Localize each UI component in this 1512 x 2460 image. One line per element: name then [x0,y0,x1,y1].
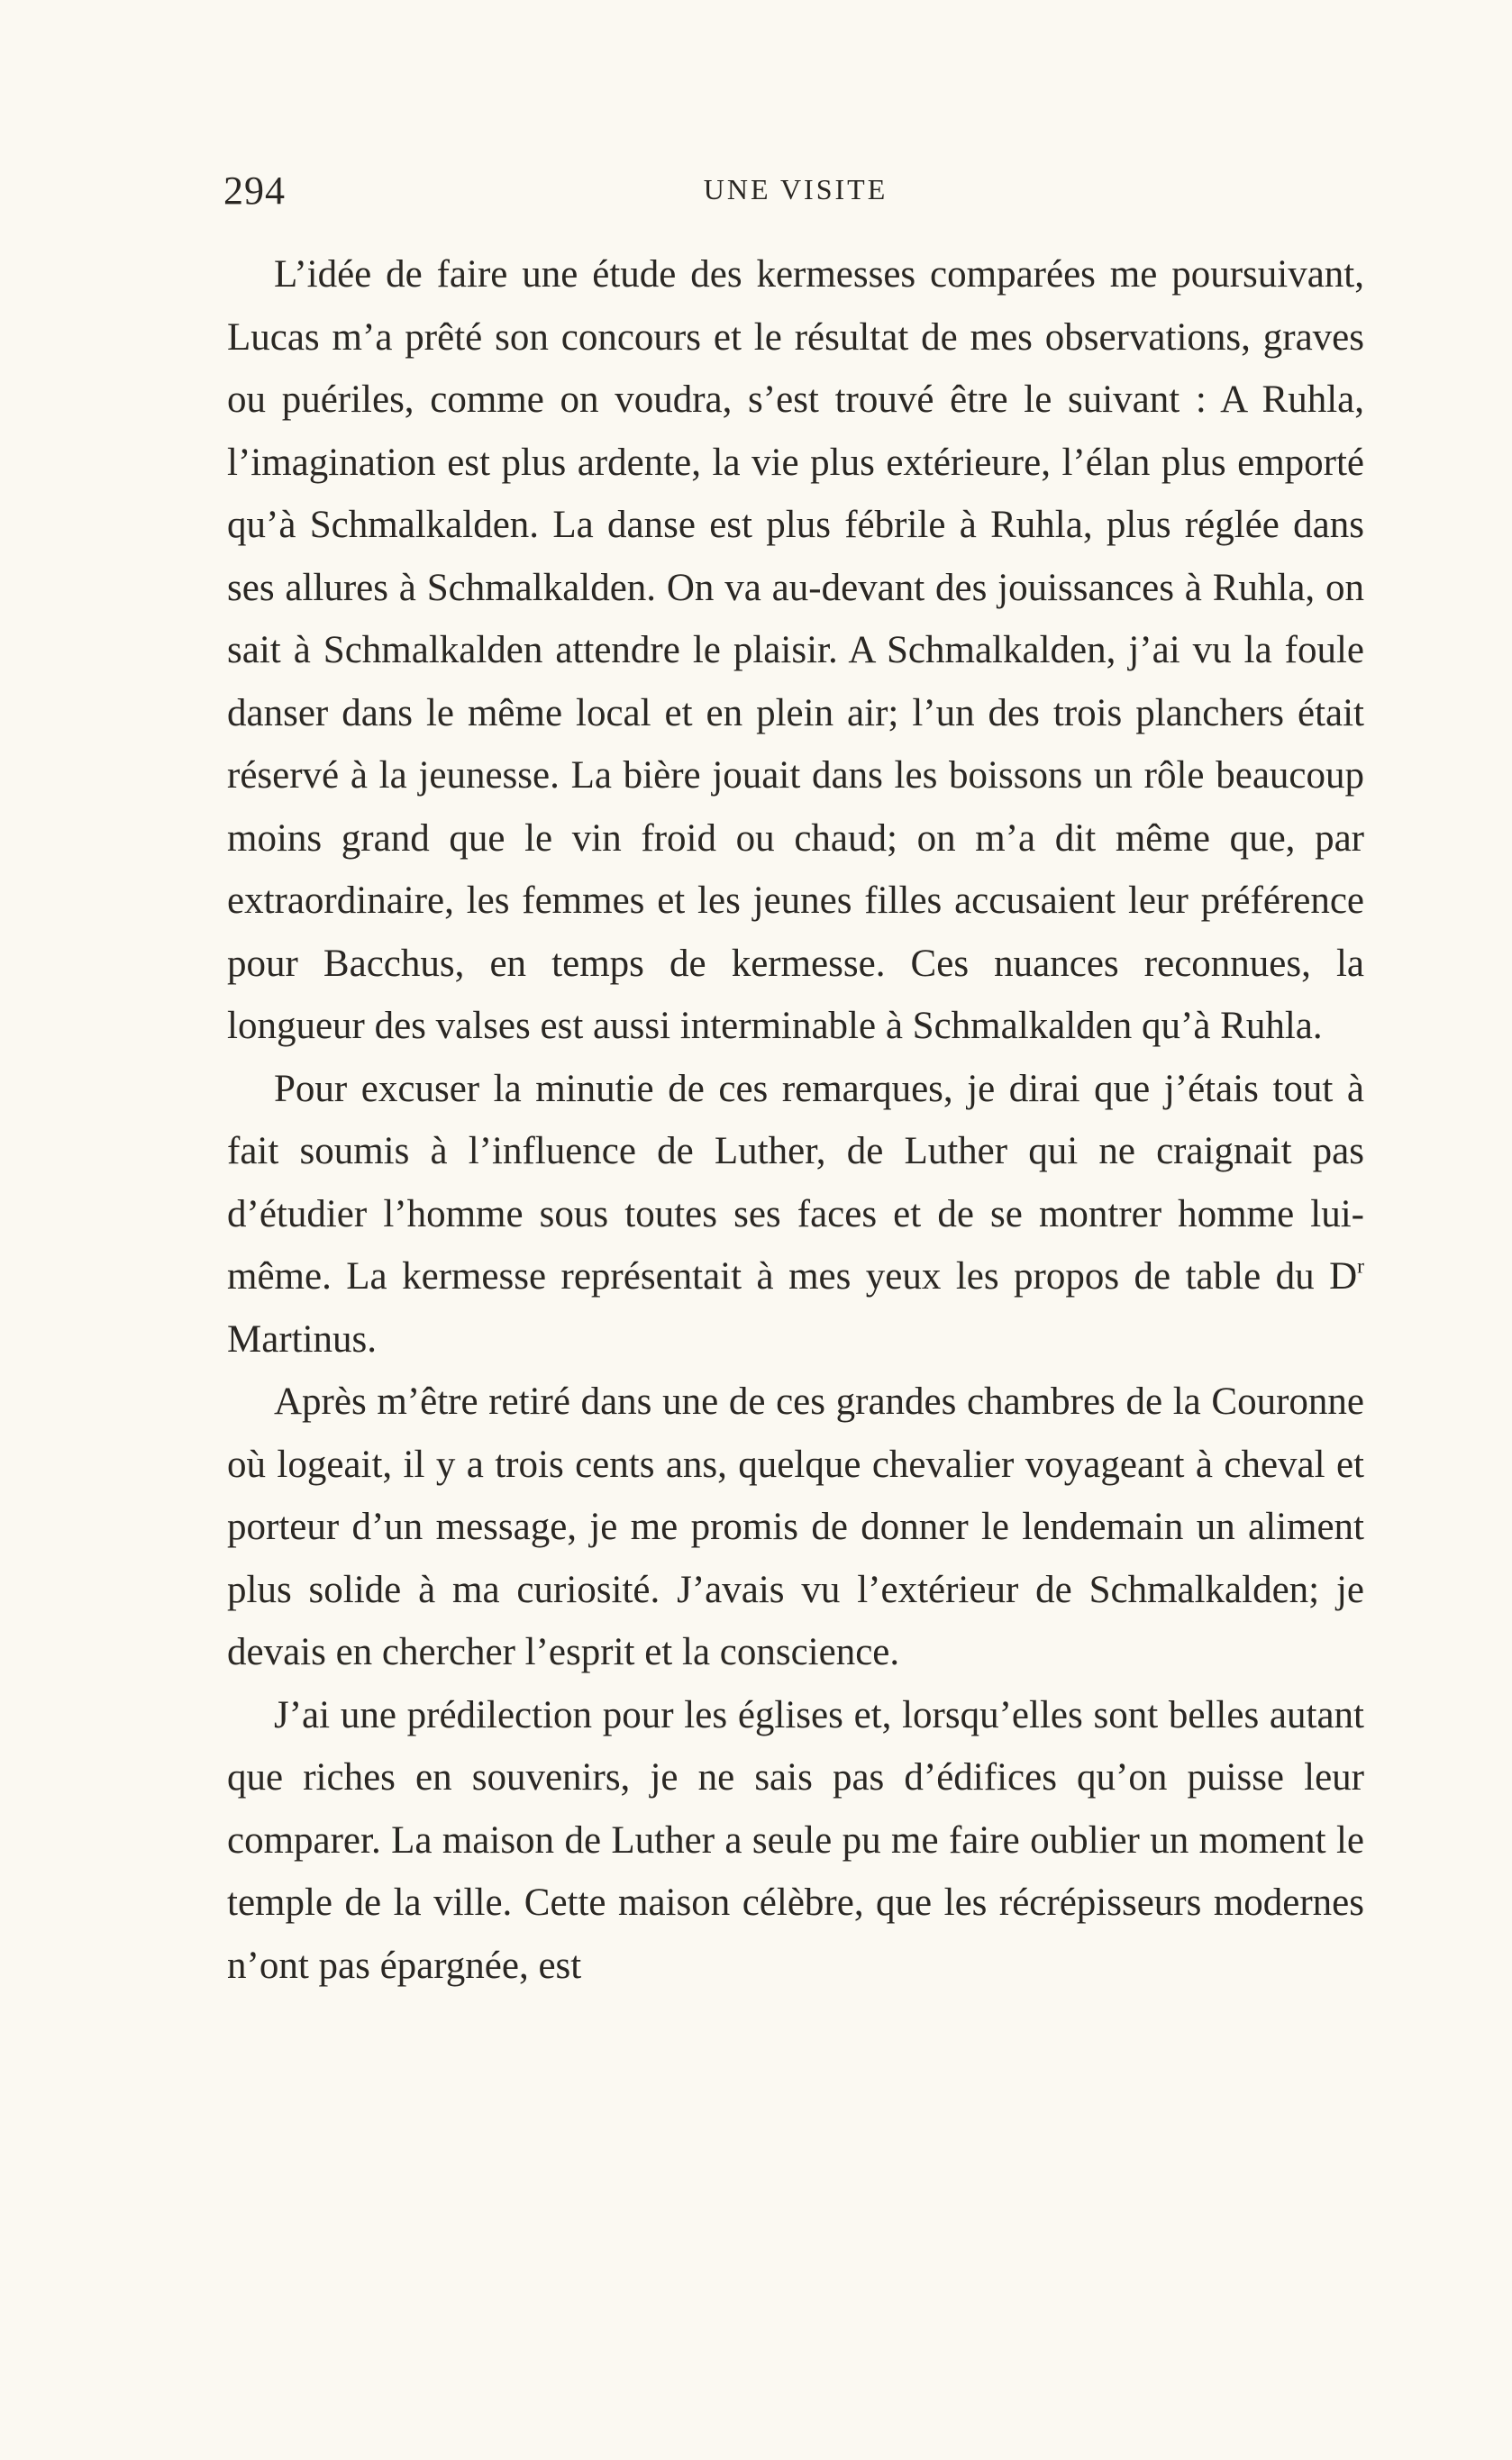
doctor-superscript: r [1357,1254,1364,1279]
page-number: 294 [223,169,286,213]
paragraph-kermesses: L’idée de faire une étude des kermesses comparées me poursuivant, Lucas m’a prêté son concours et le résultat de mes observations, graves ou puériles, comme on voudra, s’est trouvé être le suivant : A Ruhla, l’imagination est plus ardente, la vie plus extérieure, l’élan plus emporté qu’à Schmalkalden. La danse est plus fébrile à Ruhla, plus réglée dans ses allures à Schmalkalden. On va au-devant des jouissances à Ruhla, on sait à Schmalkalden attendre le plaisir. A Schmalkalden, j’ai vu la foule danser dans le même local et en plein air; l’un des trois planchers était réservé à la jeunesse. La bière jouait dans les boissons un rôle beaucoup moins grand que le vin froid ou chaud; on m’a dit même que, par extraordinaire, les femmes et les jeunes filles accusaient leur préférence pour Bacchus, en temps de kermesse. Ces nuances reconnues, la longueur des valses est aussi interminable à Schmalkalden qu’à Ruhla. [227,253,1364,1047]
paragraph-eglises: J’ai une prédilection pour les églises et, lorsqu’elles sont belles autant que riches en souvenirs, je ne sais pas d’édifices qu’on puisse leur comparer. La maison de Luther a seule pu me faire oublier un moment le temple de la ville. Cette maison célèbre, que les récrépisseurs modernes n’ont pas épargnée, est [227,1693,1364,1987]
paragraph-couronne: Après m’être retiré dans une de ces grandes chambres de la Couronne où logeait, il y a trois cents ans, quelque chevalier voyageant à cheval et porteur d’un message, je me promis de donner le lendemain un aliment plus solide à ma curiosité. J’avais vu l’extérieur de Schmalkalden; je devais en chercher l’esprit et la conscience. [227,1380,1364,1673]
paragraph-luther [227,1058,1364,1371]
page-header [223,168,1368,222]
body-text [227,243,1364,1997]
paragraph-luther-end: Martinus. [227,1317,378,1361]
paragraph-luther-text: Pour excuser la minutie de ces remarques, je dirai que j’étais tout à fait soumis à l’influence de Luther, de Luther qui ne craignait pas d’étudier l’homme sous toutes ses faces et de se montrer homme lui-même. La kermesse représentait à mes yeux les propos de table du D [227,1067,1364,1298]
running-title: UNE VISITE [703,173,888,205]
